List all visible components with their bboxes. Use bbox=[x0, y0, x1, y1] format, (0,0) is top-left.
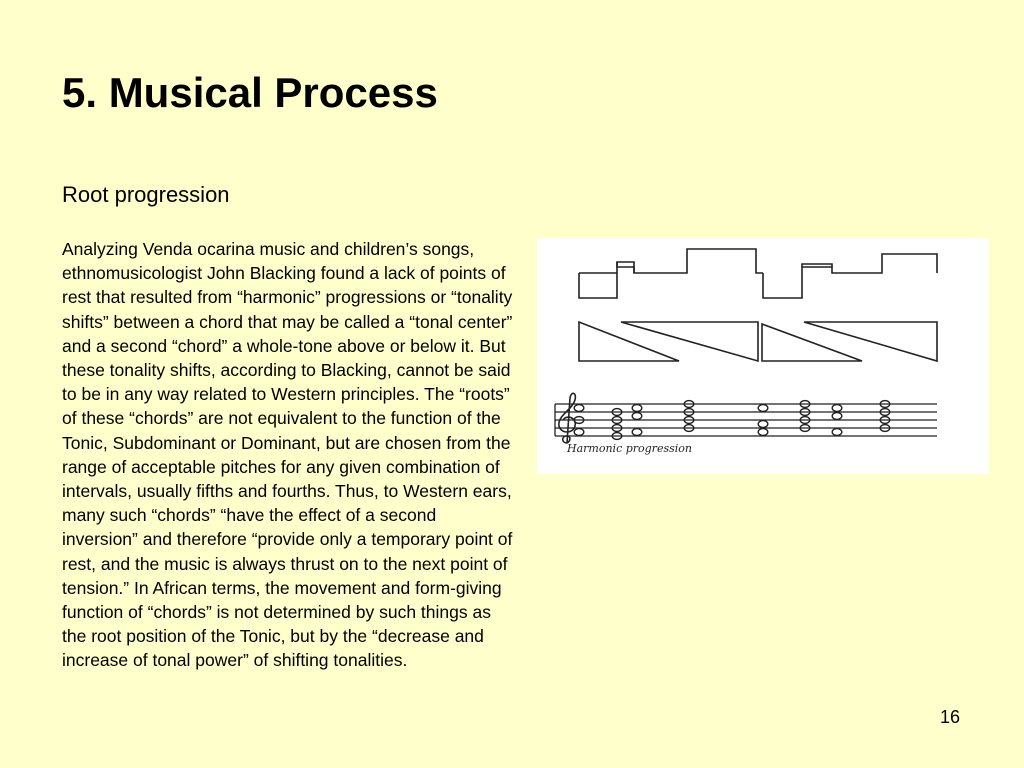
triangle-left-small bbox=[579, 322, 679, 361]
slide-title: 5. Musical Process bbox=[62, 69, 438, 116]
step-wave-graph bbox=[579, 249, 937, 298]
triangle-graph bbox=[579, 322, 937, 361]
figure-caption: Harmonic progression bbox=[567, 442, 692, 455]
harmonic-progression-figure bbox=[537, 238, 989, 474]
body-paragraph: Analyzing Venda ocarina music and children’s songs, ethnomusicologist John Blacking found a lack of points of rest that resulted from “harmonic” progressions or “tonality shifts” between a chord that may be called a “tonal center” and a second “chord” a whole-tone above or below it. But these tonality shifts, according to Blacking, cannot be said to be in any way related to Western principles. The “roots” of these “chords” are not equivalent to the function of the Tonic, Subdominant or Dominant, but are chosen from the range of acceptable pitches for any given combination of intervals, usually fifths and fourths. Thus, to Western ears, many such “chords” “have the effect of a second inversion” and therefore “provide only a temporary point of rest, and the music is always thrust on to the next point of tension.” In African terms, the movement and form-giving function of “chords” is not determined by such things as the root position of the Tonic, but by the “decrease and increase of tonal power” of shifting tonalities. bbox=[62, 239, 513, 671]
step-wave-segment-left-mid bbox=[617, 262, 634, 273]
step-wave-segment-left-low bbox=[579, 273, 617, 298]
page-number: 16 bbox=[940, 707, 961, 727]
triangle-right-large bbox=[804, 322, 937, 361]
triangle-right-small bbox=[762, 324, 862, 361]
step-wave-segment-right bbox=[763, 254, 937, 298]
slide-subtitle: Root progression bbox=[62, 182, 230, 207]
step-wave-segment-left bbox=[579, 249, 763, 273]
triangle-left-large bbox=[621, 322, 758, 361]
